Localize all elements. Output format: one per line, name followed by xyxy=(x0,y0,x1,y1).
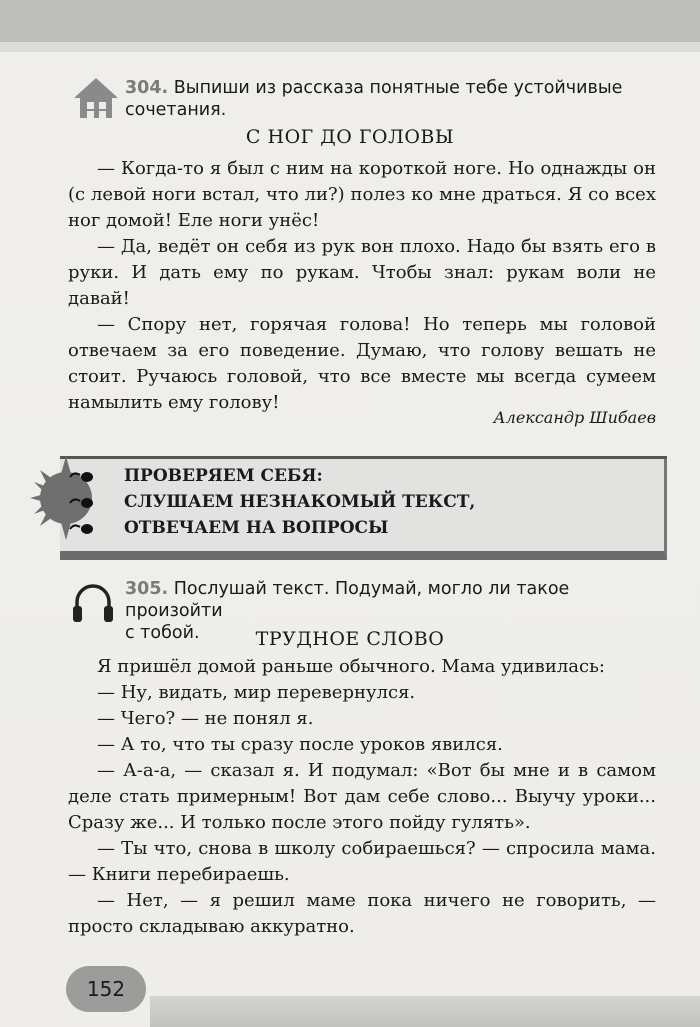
story-body xyxy=(68,654,656,940)
story-paragraph: — Да, ведёт он себя из рук вон плохо. Надо бы взять его в руки. И дать ему по рукам. Чтобы знал: рукам воли не давай! xyxy=(68,236,656,309)
bottom-margin-band xyxy=(150,996,700,1027)
story-title: С НОГ ДО ГОЛОВЫ xyxy=(245,126,455,148)
exercise-number: 304. xyxy=(125,78,169,98)
story-paragraph: — Ты что, снова в школу собираешься? — спросила мама. — Книги перебираешь. xyxy=(68,838,656,885)
story-paragraph: — Спору нет, горячая голова! Но теперь мы головой отвечаем за его поведение. Думаю, что голову вешать не стоит. Ручаюсь головой, что все вместе мы всегда сумеем намылить ему голову! xyxy=(68,314,656,413)
story-author: Александр Шибаев xyxy=(493,408,656,427)
story-paragraph: — Чего? — не понял я. xyxy=(97,708,314,729)
instruction-text: Выпиши из рассказа понятные тебе устойчивые xyxy=(173,78,623,98)
top-margin-band xyxy=(0,0,700,42)
banner-line: ОТВЕЧАЕМ НА ВОПРОСЫ xyxy=(124,518,389,538)
top-margin-shade xyxy=(0,42,700,52)
bullet-icon xyxy=(68,497,94,509)
story-paragraph: — Когда-то я был с ним на короткой ноге. Но однажды он (с левой ноги встал, что ли?) полез ко мне драться. Я со всех ног домой! Еле ноги унёс! xyxy=(68,158,656,231)
exercise-number: 305. xyxy=(125,579,169,599)
exercise-304-instruction xyxy=(125,77,655,121)
instruction-text: Послушай текст. Подумай, могло ли такое произойти xyxy=(125,579,570,621)
banner-top-rule xyxy=(60,456,667,459)
headphones-icon xyxy=(70,580,116,624)
story-paragraph: — А то, что ты сразу после уроков явился. xyxy=(97,734,503,755)
banner-line: ПРОВЕРЯЕМ СЕБЯ: xyxy=(124,466,323,486)
instruction-text: с тобой. xyxy=(125,623,200,643)
story-paragraph: — Ну, видать, мир перевернулся. xyxy=(97,682,416,703)
page-number: 152 xyxy=(66,966,146,1012)
banner-line: СЛУШАЕМ НЕЗНАКОМЫЙ ТЕКСТ, xyxy=(124,492,476,512)
instruction-text: сочетания. xyxy=(125,100,227,120)
story-paragraph: — Нет, — я решил маме пока ничего не говорить, — просто складываю аккуратно. xyxy=(68,890,656,937)
house-icon xyxy=(72,76,120,120)
bullet-icon xyxy=(68,523,94,535)
story-body xyxy=(68,156,656,416)
story-paragraph: Я пришёл домой раньше обычного. Мама удивилась: xyxy=(97,656,605,677)
bullet-icon xyxy=(68,471,94,483)
story-paragraph: — А-а-а, — сказал я. И подумал: «Вот бы мне и в самом деле стать примерным! Вот дам себе слово... Выучу уроки... Сразу же... И только после этого пойду гулять». xyxy=(68,760,656,833)
story-title: ТРУДНОЕ СЛОВО xyxy=(255,628,445,650)
